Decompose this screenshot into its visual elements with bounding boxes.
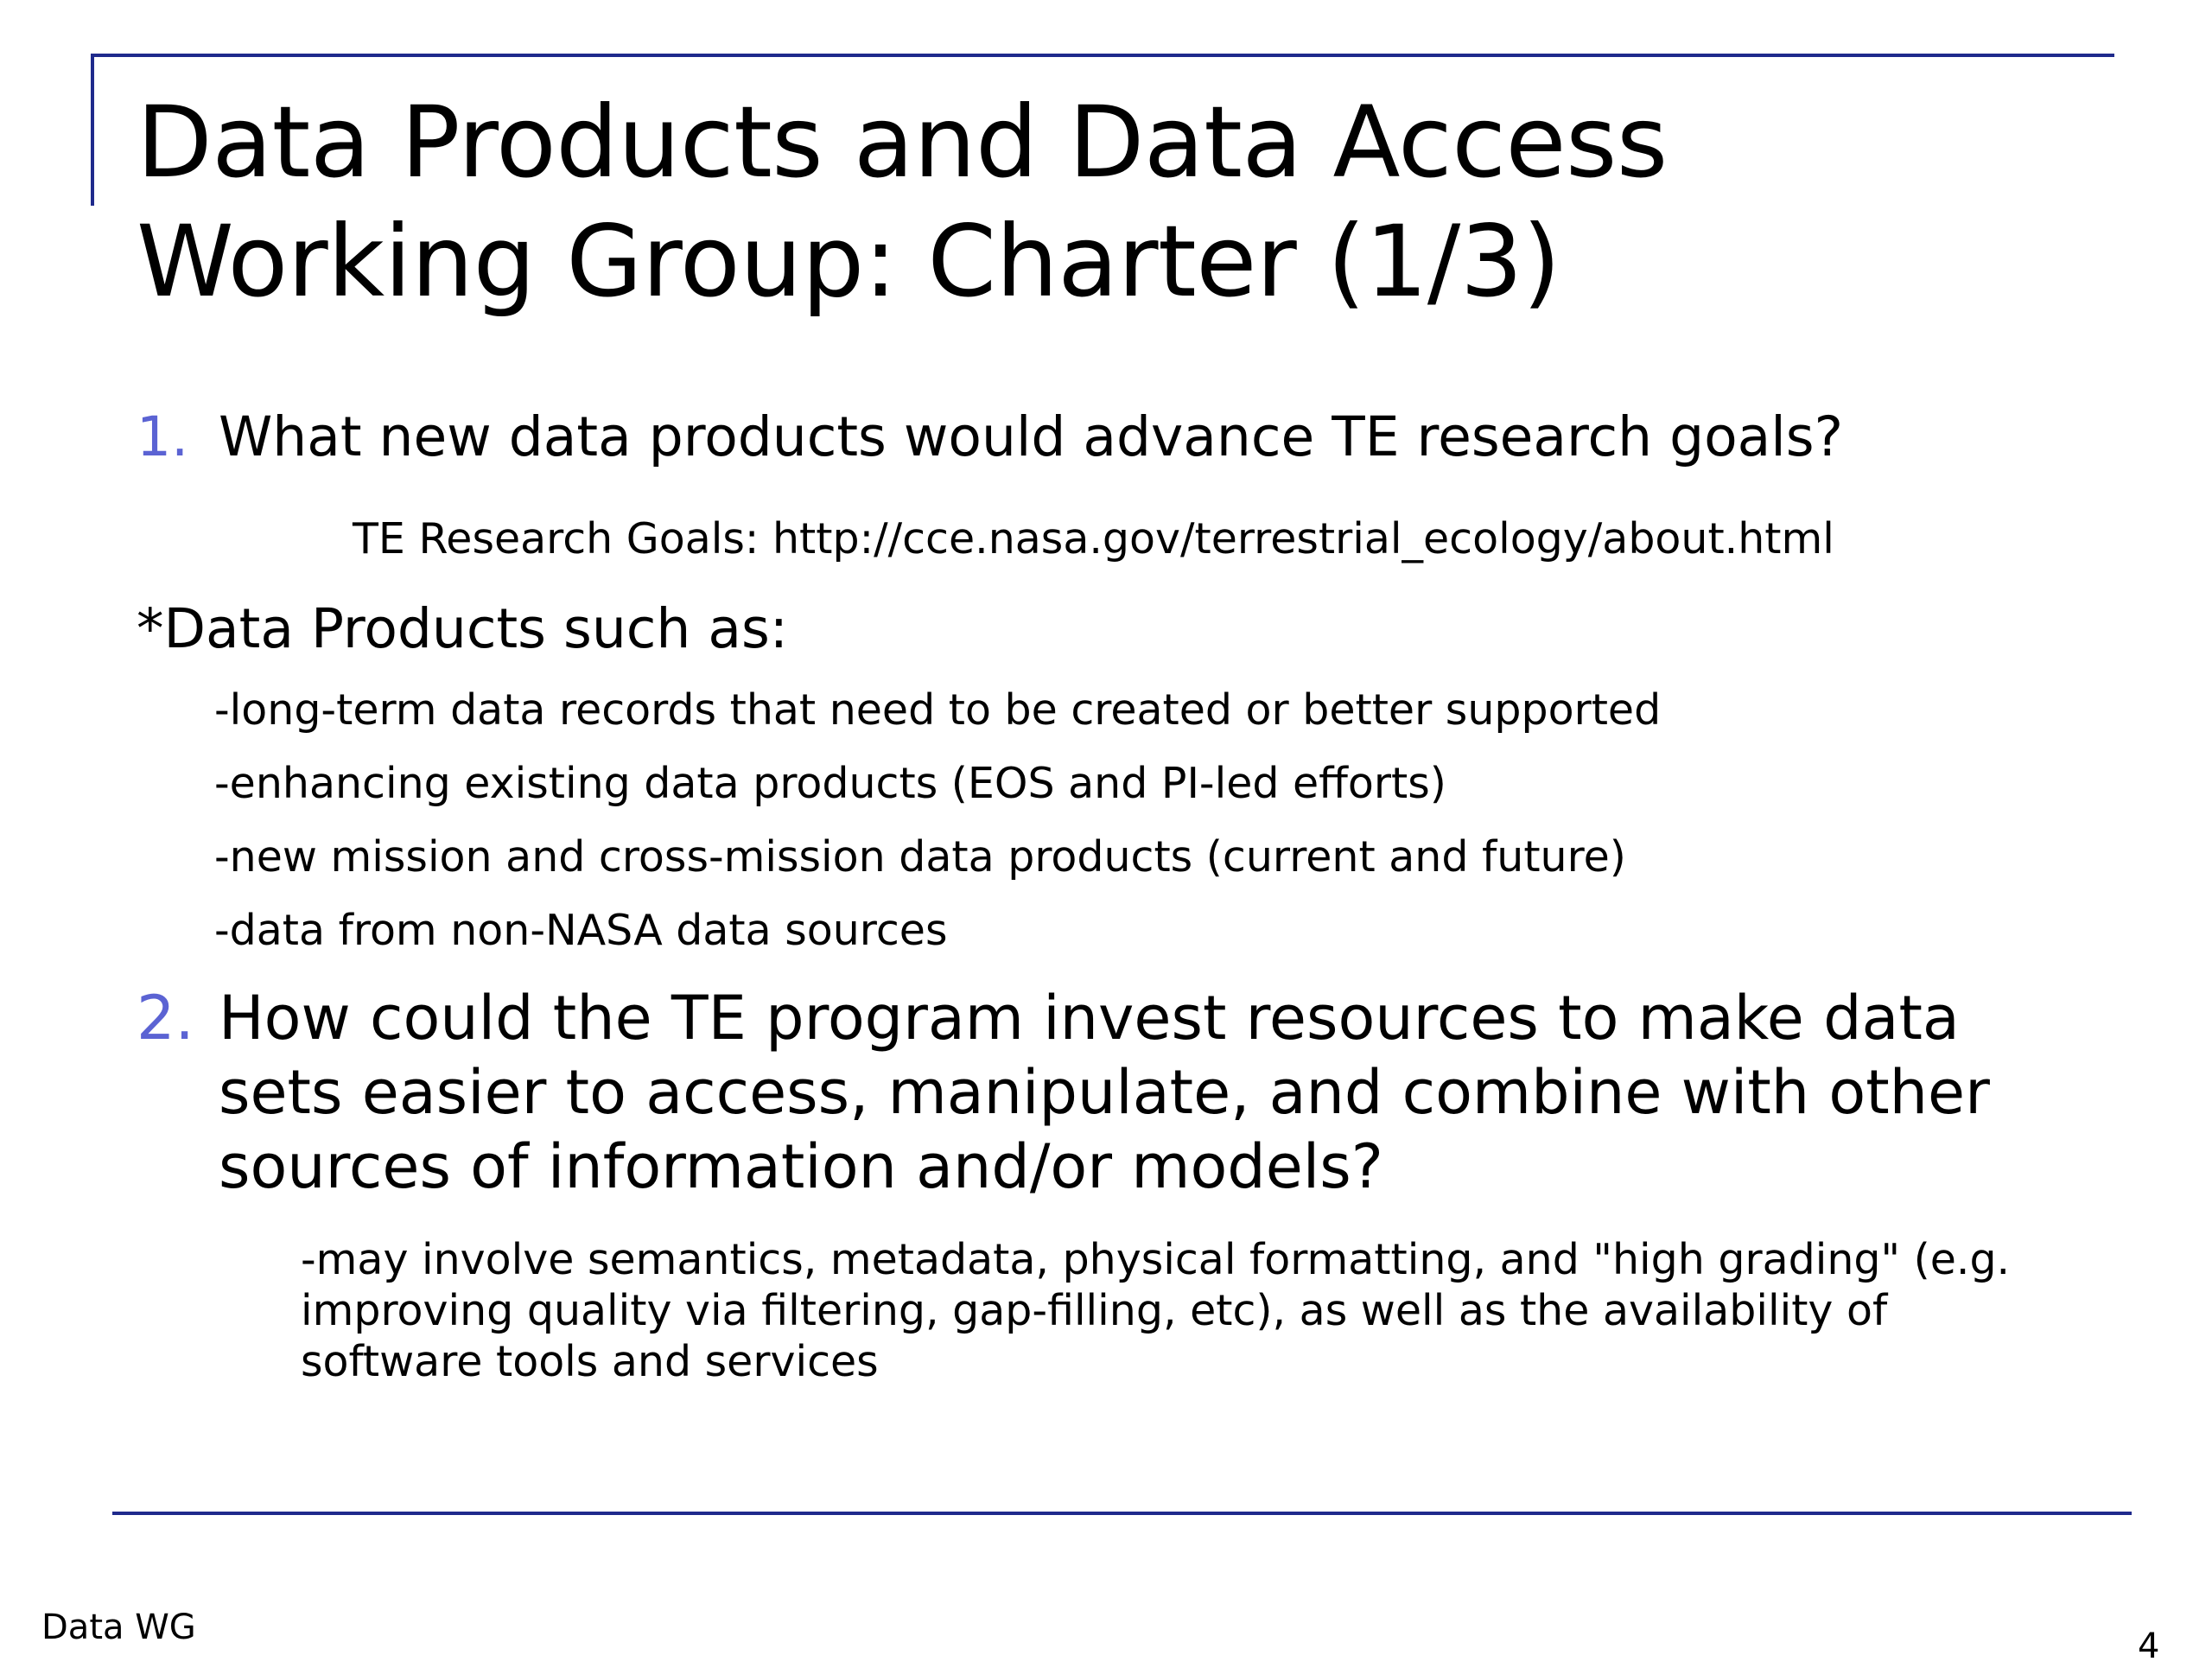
title-frame-top-rule bbox=[92, 54, 2114, 57]
page-number: 4 bbox=[2138, 1627, 2160, 1666]
slide-title: Data Products and Data Access Working Group: Charter (1/3) bbox=[137, 85, 1668, 319]
data-products-list bbox=[214, 684, 1661, 978]
footer-label: Data WG bbox=[41, 1608, 196, 1647]
data-products-item: -new mission and cross-mission data products (current and future) bbox=[214, 832, 1626, 882]
question-2-text: How could the TE program invest resources to make data sets easier to access, manipulate, and combine with other sources of information and/or models? bbox=[219, 983, 1990, 1202]
title-frame-left-rule bbox=[91, 54, 94, 206]
question-2 bbox=[137, 981, 2081, 1204]
footer-rule bbox=[112, 1512, 2132, 1515]
data-products-item: -data from non-NASA data sources bbox=[214, 906, 948, 955]
data-products-heading: *Data Products such as: bbox=[137, 597, 789, 660]
question-2-number: 2. bbox=[137, 983, 194, 1054]
question-1-number: 1. bbox=[137, 405, 189, 468]
research-goals-reference: TE Research Goals: http://cce.nasa.gov/terrestrial_ecology/about.html bbox=[353, 514, 1834, 563]
question-2-detail: -may involve semantics, metadata, physical formatting, and "high grading" (e.g. improving quality via filtering, gap-filling, etc), as well as the availability of software tools and services bbox=[301, 1235, 2011, 1386]
data-products-item: -enhancing existing data products (EOS and PI-led efforts) bbox=[214, 759, 1446, 808]
data-products-item: -long-term data records that need to be created or better supported bbox=[214, 685, 1662, 735]
question-1-text: What new data products would advance TE research goals? bbox=[219, 405, 1844, 468]
